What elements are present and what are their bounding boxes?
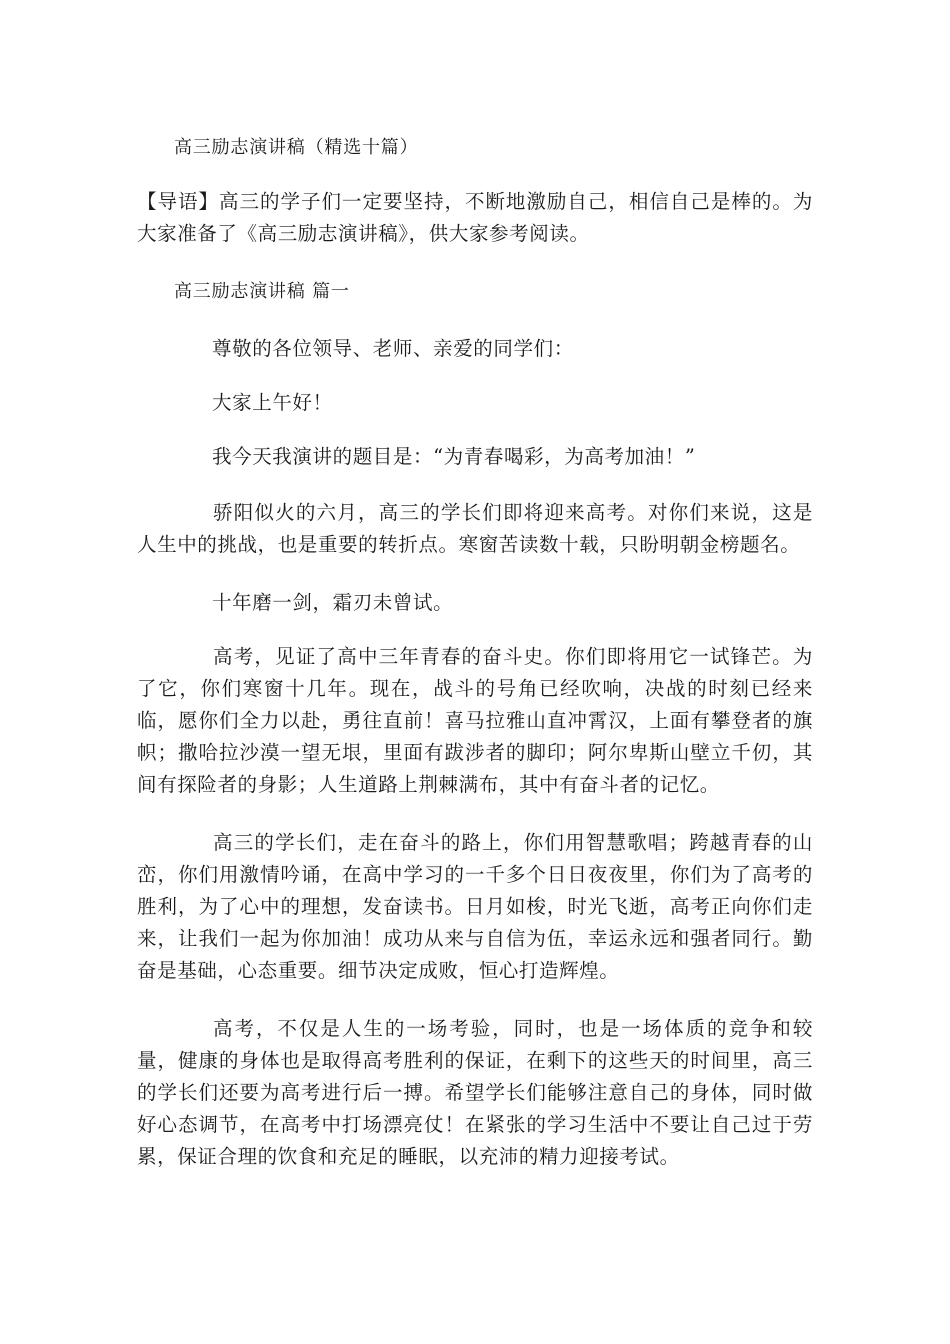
- document-title: 高三励志演讲稿（精选十篇）: [174, 137, 419, 158]
- topic-line: 我今天我演讲的题目是：“为青春喝彩，为高考加油！”: [212, 445, 696, 468]
- intro-paragraph: 【导语】高三的学子们一定要坚持，不断地激励自己，相信自己是棒的。为大家准备了《高三励志演讲稿》，供大家参考阅读。: [137, 190, 813, 245]
- section-heading: 高三励志演讲稿 篇一: [174, 281, 350, 302]
- body-paragraph-3: 高考，见证了高中三年青春的奋斗史。你们即将用它一试锋芒。为了它，你们寒窗十几年。现在，战斗的号角已经吹响，决战的时刻已经来临，愿你们全力以赴，勇往直前！喜马拉雅山直冲霄汉，上面有攀登者的旗帜；撒哈拉沙漠一望无垠，里面有跋涉者的脚印；阿尔卑斯山壁立千仞，其间有探险者的身影；人生道路上荆棘满布，其中有奋斗者的记忆。: [137, 645, 813, 796]
- body-paragraph-1: 骄阳似火的六月，高三的学长们即将迎来高考。对你们来说，这是人生中的挑战，也是重要的转折点。寒窗苦读数十载，只盼明朝金榜题名。: [137, 501, 813, 556]
- body-paragraph-5: 高考，不仅是人生的一场考验，同时，也是一场体质的竞争和较量，健康的身体也是取得高考胜利的保证，在剩下的这些天的时间里，高三的学长们还要为高考进行后一搏。希望学长们能够注意自己的身体，同时做好心态调节，在高考中打场漂亮仗！在紧张的学习生活中不要让自己过于劳累，保证合理的饮食和充足的睡眠，以充沛的精力迎接考试。: [137, 1017, 813, 1168]
- salutation-line: 尊敬的各位领导、老师、亲爱的同学们：: [212, 337, 574, 360]
- greeting-line: 大家上午好！: [212, 391, 333, 414]
- body-paragraph-4: 高三的学长们，走在奋斗的路上，你们用智慧歌唱；跨越青春的山峦，你们用激情吟诵，在高中学习的一千多个日日夜夜里，你们为了高考的胜利，为了心中的理想，发奋读书。日月如梭，时光飞逝，高考正向你们走来，让我们一起为你加油！成功从来与自信为伍，幸运永远和强者同行。勤奋是基础，心态重要。细节决定成败，恒心打造辉煌。: [137, 831, 813, 982]
- body-paragraph-2: 十年磨一剑，霜刃未曾试。: [212, 591, 454, 614]
